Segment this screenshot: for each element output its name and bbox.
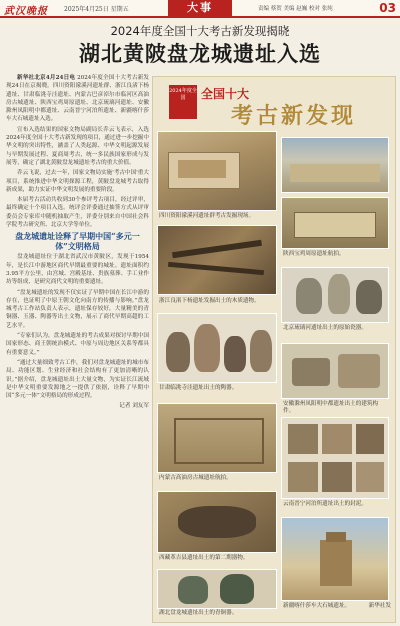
editor-credits: 责编 蔡贺 美编 赵巍 校对 张纯 [258, 6, 333, 12]
article-body [6, 74, 149, 413]
article-paragraph: 本届考古活动共收到30个参评考古项目，经过评审，最终确定十个项目入选。统评会评委通过抽签方式从评审委员会专家库中随机抽取产生，评委分别来自中国社会科学院考古研究所、北京大学等单位。 [6, 197, 149, 229]
article-paragraph: 盘龙城遗址位于湖北省武汉市黄陂区，发现于1954年，是长江中游地区商代早期最重要的城址。遗址面积约3.95平方公里，由宫城、宫殿基址、贵族墓葬、手工业作坊等组成，是研究商代文明的重要遗址。 [6, 254, 149, 286]
photo-building-components [281, 343, 389, 399]
photo-ancient-city [157, 403, 277, 473]
photo-bronze-wares [157, 569, 277, 609]
photo-wooden-relics [157, 225, 277, 295]
photo-caption: 内蒙古高油房古城遗址航拍。 [159, 475, 232, 481]
article-paragraph: 新华社北京4月24日电 2024年度全国十大考古新发现24日在京揭晓。四川资阳濛溪河遗址群、浙江良渚下杨遗址、甘肃临洮寺洼遗址、内蒙古巴彦淖尔市临河区高油房古城遗址、陕西宝鸡周原遗址、北京琉璃河遗址、安徽滁州凤阳明中都遗址、云南晋宁河泊所遗址、新疆喀什莎车大石城遗址入选。 [6, 75, 149, 123]
article-kicker: 2024年度全国十大考古新发现揭晓 [110, 24, 290, 38]
panel-badge: 2024年度全国 [169, 85, 197, 119]
photo-porcelain [281, 267, 389, 323]
article-paragraph: 宣布入选结果的国家文物局副局长乔云飞表示，入选2024年度全国十大考古新发现的项目，通过进一步挖掘中华文明的突出特性，涵盖了人类起源、中华文明起源发展与早期发展过程、夏商周考古，统一多民族国家形成与发展等，确定了湖北黄陂盘龙城遗址考古的重大价值。 [6, 126, 149, 166]
article-paragraph: 乔云飞说，过去一年，国家文物局实施'考古中国'重大项目，系统推进中华文明探源工程，黄陂盘龙城考古取得新成果，助力实证中华文明发展的重要阶段。 [6, 170, 149, 193]
panel-title-small: 全国十大 [201, 87, 250, 101]
photo-caption: 浙江良渚下杨遗址发掘出土的木质遗物。 [159, 298, 260, 304]
photo-panel [152, 76, 396, 623]
photo-caption: 西藏革吉县遗址出土的第二期器物。 [159, 555, 249, 561]
article-paragraph: “盘龙城遗址的发现不仅实证了早期中国在长江中游的存在，也证明了中原王朝文化向南方的传播与影响。”盘龙城考古工作站负责人表示，遗址保存较好，大量精美的青铜器、玉器、陶器等出土文物，展示了商代早期高超的工艺水平。 [6, 289, 149, 329]
article-paragraph: “通过大量细致考古工作，我们对盘龙城遗址的城市布局、功能区划、生业经济和社会结构有了更加清晰的认识。”据介绍，盘龙城遗址出土大量文物，为实证长江流域是中华文明重要发源地之一提供了依据，诠释了早期中国“多元一体”文明格局的形成过程。 [6, 359, 149, 400]
photo-caption: 四川资阳濛溪河遗址群考古发掘现场。 [159, 213, 255, 219]
article-headline: 湖北黄陂盘龙城遗址入选 [79, 42, 321, 66]
photo-site-overview [281, 197, 389, 249]
photo-caption: 云南晋宁河泊所遗址出土的封泥。 [283, 501, 367, 507]
article-subhead: 盘龙城遗址诠释了早期中国“多元一体”文明格局 [15, 231, 140, 252]
photo-excavation-pit [157, 491, 277, 553]
article-byline: 新华社北京4月24日电 [17, 75, 76, 81]
section-tag: 大事 [168, 0, 232, 16]
photo-aerial-landscape [281, 137, 389, 193]
photo-pottery [157, 313, 277, 383]
photo-excavation-site [157, 131, 277, 211]
masthead-logo: 武汉晚报 [4, 6, 48, 17]
photo-caption: 湖北盘龙城遗址出土的青铜器。 [159, 610, 238, 616]
article-paragraph: “专家们认为，盘龙城遗址的考古成果对探讨早期中国国家形态、商王朝统治模式、中原与周边地区关系等都具有重要意义。” [6, 333, 149, 356]
photo-caption: 甘肃临洮寺洼遗址出土的陶器。 [159, 385, 238, 391]
photo-stone-city [281, 517, 389, 601]
panel-credit: 新华社发 [368, 603, 391, 609]
page-number: 03 [379, 1, 396, 15]
issue-date: 2025年4月25日 星期五 [64, 6, 129, 13]
article-credit: 记者 刘友军 [119, 403, 149, 410]
panel-title-large: 考古新发现 [231, 103, 357, 129]
photo-caption: 安徽滁州凤阳明中都遗址出土的建筑构件。 [283, 401, 379, 414]
photo-clay-seals [281, 417, 389, 499]
photo-caption: 新疆喀什莎车大石城遗址。 [283, 603, 351, 609]
photo-caption: 北京琉璃河遗址出土的原始瓷器。 [283, 325, 367, 331]
photo-caption: 陕西宝鸡周原遗址航拍。 [283, 251, 345, 257]
